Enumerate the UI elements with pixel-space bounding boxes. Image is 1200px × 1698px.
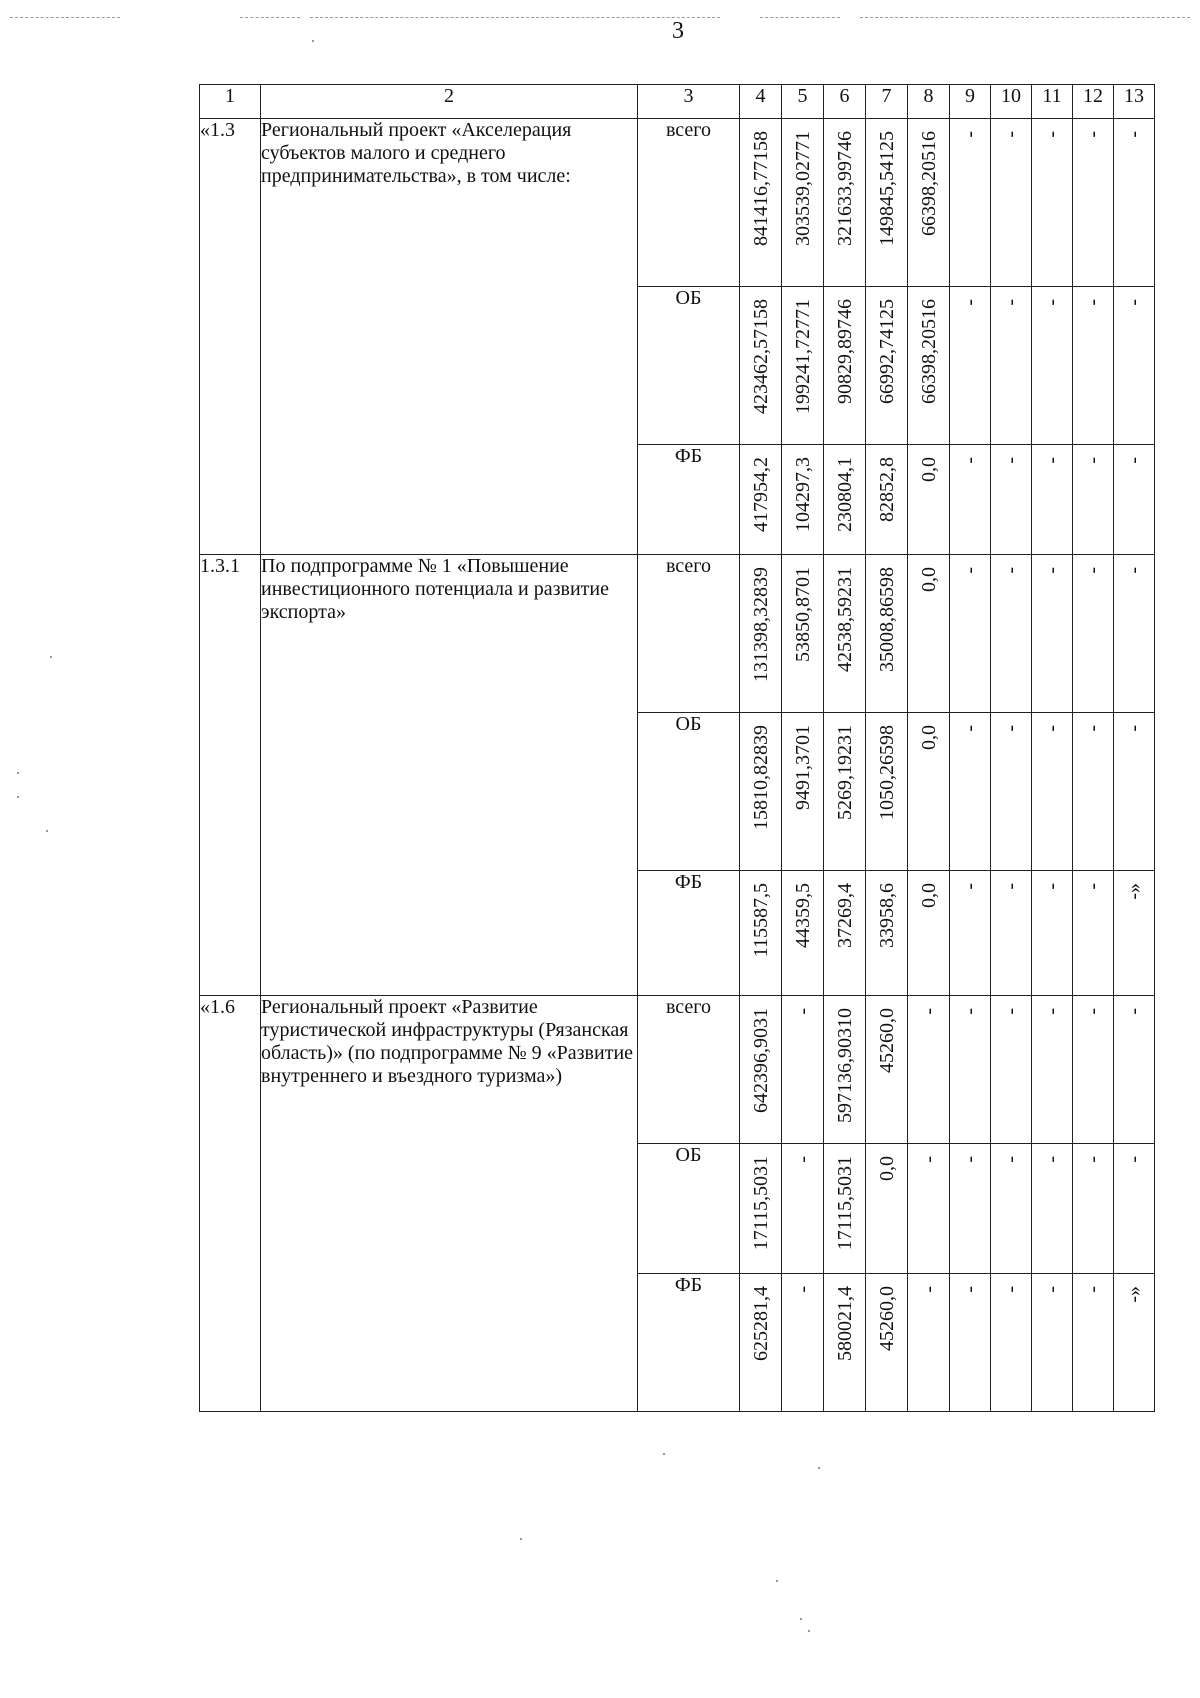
value-cell	[950, 287, 991, 445]
value-cell	[908, 287, 950, 445]
value-text: 0,0	[875, 1156, 898, 1181]
value-text: 37269,4	[833, 883, 856, 948]
value-cell	[908, 713, 950, 871]
value-text: 66992,74125	[875, 299, 898, 404]
value-cell	[824, 1144, 866, 1274]
value-text: -	[1000, 1008, 1022, 1015]
value-cell	[866, 996, 908, 1144]
value-text: -	[791, 1008, 814, 1015]
funding-source: ФБ	[638, 445, 740, 555]
value-cell	[782, 119, 824, 287]
item-name: По подпрограмме № 1 «Повышение инвестиционного потенциала и развитие экспорта»	[261, 555, 638, 996]
value-cell	[782, 871, 824, 996]
value-cell	[866, 119, 908, 287]
scan-artifact-speck	[800, 1618, 802, 1620]
scan-artifact-speck	[17, 796, 19, 798]
value-text: 15810,82839	[749, 725, 772, 830]
value-text: -»	[1123, 1286, 1145, 1303]
value-text: 303539,02771	[791, 131, 814, 246]
value-text: -	[1123, 1156, 1145, 1163]
value-text: -	[1000, 567, 1022, 574]
item-name: Региональный проект «Развитие туристической инфраструктуры (Рязанская область)» (по подпрограмме № 9 «Развитие внутреннего и въездного туризма»)	[261, 996, 638, 1412]
scan-artifact-speck	[17, 772, 19, 774]
value-text: -	[1000, 131, 1022, 138]
value-cell	[991, 871, 1032, 996]
value-text: 417954,2	[749, 457, 772, 532]
value-text: -	[1082, 1156, 1104, 1163]
column-header: 13	[1114, 85, 1155, 119]
value-text: -	[791, 1156, 814, 1163]
scan-artifact-speck	[520, 1538, 522, 1540]
value-cell	[991, 996, 1032, 1144]
column-header: 10	[991, 85, 1032, 119]
funding-source: ОБ	[638, 287, 740, 445]
value-text: -	[1041, 1286, 1063, 1293]
value-cell	[950, 119, 991, 287]
value-cell	[1073, 996, 1114, 1144]
value-text: 44359,5	[791, 883, 814, 948]
value-cell	[1073, 445, 1114, 555]
value-cell	[740, 119, 782, 287]
value-text: -»	[1123, 883, 1145, 900]
value-cell	[908, 119, 950, 287]
scan-artifact-speck	[663, 1453, 665, 1455]
value-text: -	[1082, 131, 1104, 138]
value-text: -	[1082, 1286, 1104, 1293]
value-cell	[824, 445, 866, 555]
value-cell	[1114, 1144, 1155, 1274]
value-text: -	[959, 725, 981, 732]
value-text: -	[959, 567, 981, 574]
value-cell	[1032, 119, 1073, 287]
value-cell	[824, 287, 866, 445]
value-text: 230804,1	[833, 457, 856, 532]
value-text: -	[959, 457, 981, 464]
value-text: -	[1082, 883, 1104, 890]
value-text: -	[1041, 299, 1063, 306]
value-text: 597136,90310	[833, 1008, 856, 1123]
value-cell	[991, 555, 1032, 713]
value-text: 90829,89746	[833, 299, 856, 404]
value-text: 0,0	[917, 457, 940, 482]
funding-source: всего	[638, 996, 740, 1144]
funding-source: ФБ	[638, 871, 740, 996]
table-body	[200, 85, 1155, 1412]
value-text: -	[1123, 457, 1145, 464]
value-cell	[1073, 1144, 1114, 1274]
item-code: «1.3	[200, 119, 261, 555]
value-text: -	[1041, 131, 1063, 138]
scan-artifact-speck	[818, 1467, 820, 1469]
value-cell	[824, 871, 866, 996]
value-text: 45260,0	[875, 1286, 898, 1351]
value-text: -	[1082, 1008, 1104, 1015]
value-cell	[908, 445, 950, 555]
item-code: «1.6	[200, 996, 261, 1412]
value-cell	[908, 1144, 950, 1274]
value-text: -	[1041, 1156, 1063, 1163]
column-header: 9	[950, 85, 991, 119]
value-text: 841416,77158	[749, 131, 772, 246]
value-cell	[991, 713, 1032, 871]
value-cell	[991, 287, 1032, 445]
value-text: 66398,20516	[917, 299, 940, 404]
value-text: -	[1041, 1008, 1063, 1015]
value-text: 9491,3701	[791, 725, 814, 810]
value-cell	[908, 871, 950, 996]
value-text: 321633,99746	[833, 131, 856, 246]
value-cell	[950, 996, 991, 1144]
value-cell	[1073, 555, 1114, 713]
value-cell	[1114, 445, 1155, 555]
value-cell	[908, 996, 950, 1144]
value-cell	[908, 1274, 950, 1412]
value-cell	[1073, 713, 1114, 871]
value-text: 53850,8701	[791, 567, 814, 662]
value-text: 149845,54125	[875, 131, 898, 246]
value-cell	[782, 287, 824, 445]
value-cell	[991, 1274, 1032, 1412]
value-cell	[824, 119, 866, 287]
value-cell	[991, 119, 1032, 287]
value-text: 199241,72771	[791, 299, 814, 414]
value-cell	[1073, 871, 1114, 996]
column-header: 2	[261, 85, 638, 119]
value-cell	[1032, 555, 1073, 713]
item-code: 1.3.1	[200, 555, 261, 996]
value-cell	[1032, 287, 1073, 445]
value-cell	[782, 713, 824, 871]
value-text: -	[917, 1156, 940, 1163]
value-cell	[1114, 119, 1155, 287]
value-text: -	[1123, 725, 1145, 732]
column-header: 3	[638, 85, 740, 119]
value-cell	[782, 1274, 824, 1412]
table-row	[200, 555, 1155, 713]
value-text: 17115,5031	[833, 1156, 856, 1251]
value-cell	[1114, 1274, 1155, 1412]
column-header: 6	[824, 85, 866, 119]
value-cell	[1114, 287, 1155, 445]
table-row	[200, 119, 1155, 287]
value-text: 35008,86598	[875, 567, 898, 672]
value-text: -	[1000, 725, 1022, 732]
value-cell	[950, 555, 991, 713]
scan-artifact-speck	[50, 656, 52, 658]
value-cell	[866, 1274, 908, 1412]
funding-source: ОБ	[638, 1144, 740, 1274]
page-number: 3	[672, 18, 684, 44]
value-text: -	[1082, 725, 1104, 732]
value-text: -	[959, 1156, 981, 1163]
value-text: -	[791, 1286, 814, 1293]
funding-source: всего	[638, 555, 740, 713]
value-text: -	[959, 1286, 981, 1293]
item-name: Региональный проект «Акселерация субъектов малого и среднего предпринимательства», в том числе:	[261, 119, 638, 555]
value-cell	[866, 871, 908, 996]
value-cell	[950, 1274, 991, 1412]
value-text: -	[917, 1008, 940, 1015]
value-cell	[866, 1144, 908, 1274]
value-text: 17115,5031	[749, 1156, 772, 1251]
funding-source: всего	[638, 119, 740, 287]
funding-source: ФБ	[638, 1274, 740, 1412]
value-text: -	[1123, 131, 1145, 138]
value-cell	[782, 1144, 824, 1274]
value-cell	[1114, 713, 1155, 871]
value-text: -	[1123, 567, 1145, 574]
value-cell	[991, 1144, 1032, 1274]
column-header-row	[200, 85, 1155, 119]
value-text: 115587,5	[749, 883, 772, 958]
column-header: 4	[740, 85, 782, 119]
column-header: 12	[1073, 85, 1114, 119]
value-text: -	[1041, 725, 1063, 732]
value-cell	[1032, 996, 1073, 1144]
value-text: 0,0	[917, 725, 940, 750]
value-text: -	[1041, 457, 1063, 464]
value-text: 5269,19231	[833, 725, 856, 820]
value-cell	[1073, 119, 1114, 287]
value-cell	[1073, 287, 1114, 445]
value-cell	[740, 996, 782, 1144]
value-text: -	[959, 883, 981, 890]
value-text: 0,0	[917, 883, 940, 908]
value-text: -	[1082, 457, 1104, 464]
value-text: 42538,59231	[833, 567, 856, 672]
value-text: -	[1000, 883, 1022, 890]
value-text: -	[1000, 457, 1022, 464]
value-cell	[1032, 871, 1073, 996]
column-header: 7	[866, 85, 908, 119]
value-cell	[824, 713, 866, 871]
value-text: 45260,0	[875, 1008, 898, 1073]
column-header: 8	[908, 85, 950, 119]
table-row	[200, 996, 1155, 1144]
value-text: -	[1123, 299, 1145, 306]
value-cell	[908, 555, 950, 713]
value-cell	[866, 445, 908, 555]
value-text: 33958,6	[875, 883, 898, 948]
value-text: 66398,20516	[917, 131, 940, 236]
value-text: 104297,3	[791, 457, 814, 532]
value-cell	[1114, 996, 1155, 1144]
value-text: -	[1000, 1156, 1022, 1163]
value-cell	[740, 871, 782, 996]
value-cell	[950, 1144, 991, 1274]
value-cell	[991, 445, 1032, 555]
value-text: -	[1041, 883, 1063, 890]
value-cell	[740, 445, 782, 555]
value-cell	[782, 996, 824, 1144]
value-text: 625281,4	[749, 1286, 772, 1361]
value-cell	[782, 555, 824, 713]
value-text: -	[1082, 567, 1104, 574]
value-text: -	[1041, 567, 1063, 574]
value-text: -	[959, 1008, 981, 1015]
value-text: 423462,57158	[749, 299, 772, 414]
value-cell	[1114, 871, 1155, 996]
value-text: -	[1000, 299, 1022, 306]
value-cell	[782, 445, 824, 555]
value-cell	[950, 871, 991, 996]
value-cell	[1032, 445, 1073, 555]
budget-table	[199, 84, 1155, 1412]
value-text: -	[1082, 299, 1104, 306]
value-cell	[866, 555, 908, 713]
value-text: -	[1123, 1008, 1145, 1015]
value-cell	[824, 996, 866, 1144]
value-cell	[866, 713, 908, 871]
value-cell	[1032, 1144, 1073, 1274]
value-text: -	[917, 1286, 940, 1293]
value-cell	[1032, 713, 1073, 871]
value-text: -	[959, 299, 981, 306]
value-cell	[740, 1274, 782, 1412]
value-cell	[740, 287, 782, 445]
value-cell	[950, 713, 991, 871]
value-text: 580021,4	[833, 1286, 856, 1361]
value-text: 642396,9031	[749, 1008, 772, 1113]
value-cell	[866, 287, 908, 445]
value-text: -	[1000, 1286, 1022, 1293]
value-cell	[740, 555, 782, 713]
funding-source: ОБ	[638, 713, 740, 871]
value-cell	[740, 1144, 782, 1274]
value-text: 131398,32839	[749, 567, 772, 682]
value-cell	[1073, 1274, 1114, 1412]
column-header: 5	[782, 85, 824, 119]
value-cell	[950, 445, 991, 555]
scan-artifact-speck	[46, 830, 48, 832]
value-cell	[1032, 1274, 1073, 1412]
value-cell	[824, 1274, 866, 1412]
value-text: -	[959, 131, 981, 138]
value-text: 1050,26598	[875, 725, 898, 820]
scan-artifact-speck	[808, 1630, 810, 1632]
column-header: 11	[1032, 85, 1073, 119]
value-cell	[824, 555, 866, 713]
value-text: 0,0	[917, 567, 940, 592]
value-cell	[1114, 555, 1155, 713]
value-text: 82852,8	[875, 457, 898, 522]
value-cell	[740, 713, 782, 871]
scan-artifact-speck	[776, 1580, 778, 1582]
column-header: 1	[200, 85, 261, 119]
